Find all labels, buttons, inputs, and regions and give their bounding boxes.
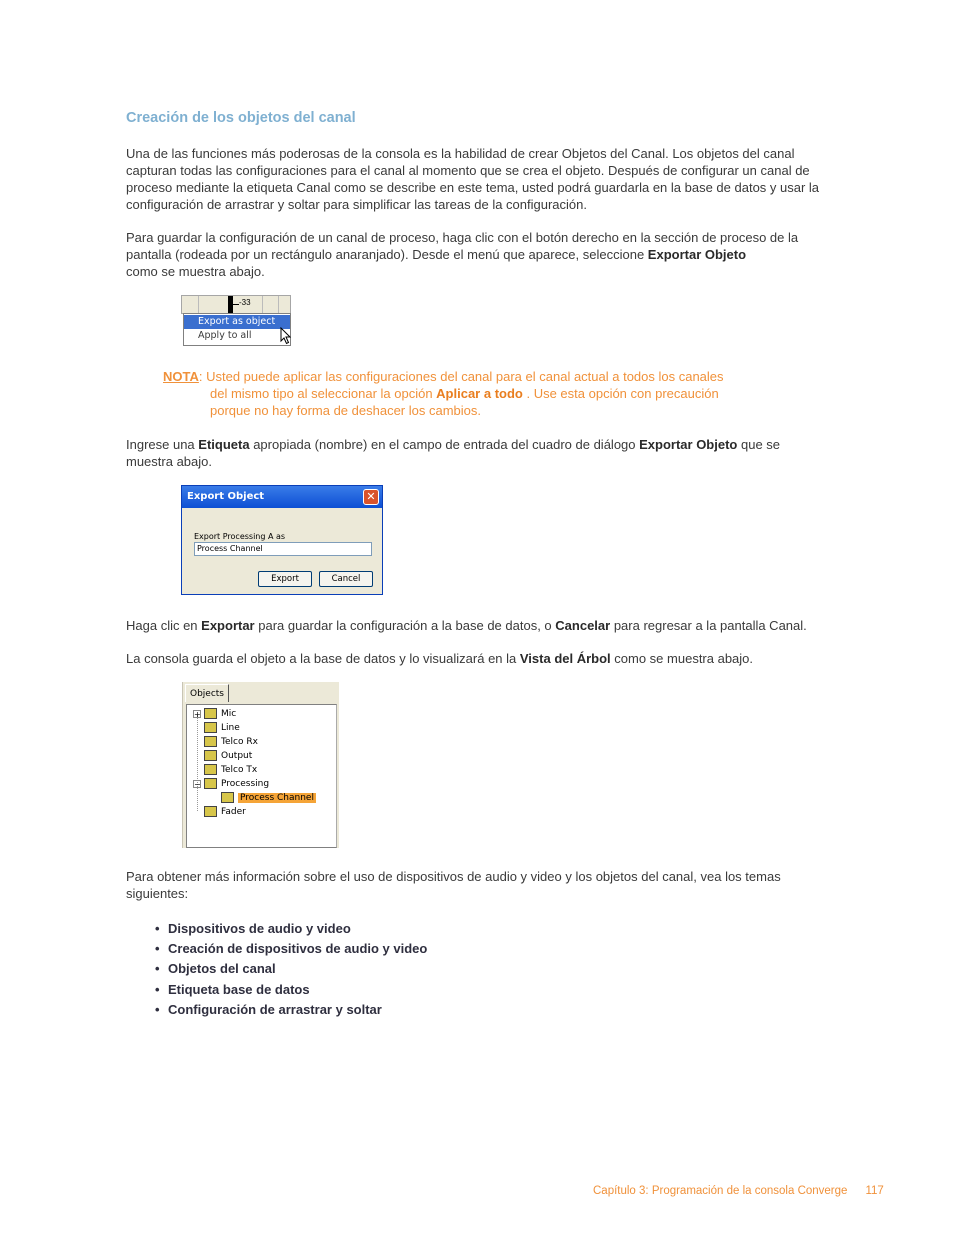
tree-label: Mic bbox=[221, 709, 237, 719]
tree-label: Fader bbox=[221, 807, 246, 817]
channel-strip-bar bbox=[181, 295, 291, 314]
p4-c: para guardar la configuración a la base de datos, o bbox=[254, 618, 556, 633]
p2-text-end: como se muestra abajo. bbox=[126, 264, 265, 279]
object-icon bbox=[221, 792, 234, 803]
p3-e: que se muestra abajo. bbox=[126, 437, 781, 469]
tree-label: Line bbox=[221, 723, 240, 733]
context-menu bbox=[183, 313, 291, 346]
close-icon[interactable]: ✕ bbox=[363, 489, 379, 505]
save-instructions-paragraph bbox=[126, 229, 826, 280]
tree-item-mic[interactable] bbox=[193, 708, 236, 721]
related-topics-list bbox=[155, 919, 427, 1020]
object-name-input[interactable]: Process Channel bbox=[194, 542, 372, 556]
p5-a: La consola guarda el objeto a la base de datos y lo visualizará en la bbox=[126, 651, 520, 666]
list-item[interactable]: • Creación de dispositivos de audio y video bbox=[155, 941, 428, 957]
fader-icon bbox=[204, 806, 217, 817]
telco-rx-icon bbox=[204, 736, 217, 747]
tree-item-output[interactable] bbox=[204, 750, 252, 763]
page-footer bbox=[593, 1185, 884, 1197]
processing-icon bbox=[204, 778, 217, 789]
chapter-title: Capítulo 3: Programación de la consola Converge bbox=[593, 1185, 848, 1197]
p3-bold-label: Etiqueta bbox=[198, 437, 250, 452]
p4-a: Haga clic en bbox=[126, 618, 202, 633]
list-item-label: Etiqueta base de datos bbox=[168, 981, 310, 997]
label-paragraph bbox=[126, 436, 826, 470]
mouse-cursor-icon bbox=[280, 327, 291, 345]
list-item-label: Creación de dispositivos de audio y video bbox=[168, 941, 428, 957]
collapse-icon[interactable]: − bbox=[194, 779, 201, 789]
context-menu-screenshot bbox=[181, 295, 291, 347]
tab-objects[interactable]: Objects bbox=[185, 684, 229, 702]
tree-item-processing[interactable] bbox=[193, 778, 269, 791]
objects-tree-screenshot bbox=[182, 682, 339, 848]
p3-bold-export: Exportar Objeto bbox=[639, 437, 738, 452]
list-item[interactable]: • Dispositivos de audio y video bbox=[155, 921, 351, 936]
intro-paragraph: Una de las funciones más poderosas de la consola es la habilidad de crear Objetos del Canal. Los objetos del canal capturan todas las configuraciones para el canal al momento que se crea el objeto. Después de configurar un canal de proceso mediante la etiqueta Canal como se describe en este tema, usted podrá guardarla en la base de datos y usar la configuración de arrastrar y soltar para simplificar las tareas de la configuración. bbox=[126, 146, 820, 212]
list-item-label: Configuración de arrastrar y soltar bbox=[168, 1001, 382, 1017]
note-line-2-end: . Use esta opción con precaución bbox=[522, 386, 719, 401]
tree-item-telco-tx[interactable] bbox=[204, 764, 257, 777]
line-icon bbox=[204, 722, 217, 733]
note-label: NOTA bbox=[163, 369, 199, 384]
note-line-3: porque no hay forma de deshacer los cambios. bbox=[210, 403, 481, 418]
tree-item-telco-rx[interactable] bbox=[204, 736, 258, 749]
note-block bbox=[163, 368, 763, 419]
tree-item-process-channel[interactable] bbox=[221, 792, 316, 805]
cancel-button[interactable]: Cancel bbox=[319, 571, 373, 587]
list-item-label: Objetos del canal bbox=[168, 961, 276, 977]
menu-item-export-as-object[interactable]: Export as object bbox=[184, 315, 290, 329]
mic-icon bbox=[204, 708, 217, 719]
expand-icon[interactable]: + bbox=[194, 709, 201, 719]
note-line-1: : Usted puede aplicar las configuraciones del canal para el canal actual a todos los canales bbox=[198, 369, 724, 384]
note-bold-apply-all: Aplicar a todo bbox=[436, 386, 523, 401]
tree-label: Output bbox=[221, 751, 253, 761]
export-button[interactable]: Export bbox=[258, 571, 312, 587]
list-item[interactable]: • Configuración de arrastrar y soltar bbox=[155, 1001, 382, 1017]
level-readout: -33 bbox=[239, 298, 251, 307]
tree-label-selected: Process Channel bbox=[240, 793, 314, 803]
menu-item-apply-to-all[interactable]: Apply to all bbox=[198, 330, 252, 341]
p4-bold-cancel: Cancelar bbox=[555, 618, 611, 633]
tree-panel bbox=[186, 704, 337, 848]
p4-bold-export: Exportar bbox=[201, 618, 255, 633]
note-line-2-text: del mismo tipo al seleccionar la opción bbox=[210, 386, 437, 401]
p2-bold-export: Exportar Objeto bbox=[647, 247, 747, 262]
list-item[interactable]: • Etiqueta base de datos bbox=[155, 981, 310, 997]
output-icon bbox=[204, 750, 217, 761]
dialog-title: Export Object bbox=[182, 486, 382, 508]
telco-tx-icon bbox=[204, 764, 217, 775]
tree-view-paragraph bbox=[126, 650, 826, 667]
p2-text: Para guardar la configuración de un canal de proceso, haga clic con el botón derecho en la sección de proceso de la pantalla (rodeada por un rectángulo anaranjado). Desde el menú que aparece, seleccione bbox=[126, 230, 799, 262]
p3-a: Ingrese una bbox=[126, 437, 199, 452]
section-heading: Creación de los objetos del canal bbox=[126, 110, 356, 126]
list-item[interactable]: • Objetos del canal bbox=[155, 961, 276, 977]
dialog-field-label: Export Processing A as bbox=[194, 532, 286, 541]
note-line-2 bbox=[163, 385, 763, 402]
tree-item-fader[interactable] bbox=[204, 806, 246, 819]
export-paragraph bbox=[126, 617, 826, 634]
page-number: 117 bbox=[865, 1185, 884, 1197]
tree-label: Processing bbox=[221, 779, 270, 789]
p5-bold-tree: Vista del Árbol bbox=[519, 651, 611, 666]
tree-item-line[interactable] bbox=[204, 722, 240, 735]
tree-label: Telco Tx bbox=[221, 765, 258, 775]
export-object-dialog-screenshot bbox=[181, 485, 383, 595]
p4-e: para regresar a la pantalla Canal. bbox=[610, 618, 807, 633]
list-item-label: Dispositivos de audio y video bbox=[168, 921, 351, 936]
tree-label: Telco Rx bbox=[221, 737, 258, 747]
p5-c: como se muestra abajo. bbox=[610, 651, 754, 666]
more-info-paragraph: Para obtener más información sobre el uso de dispositivos de audio y video y los objetos del canal, vea los temas siguientes: bbox=[126, 869, 781, 901]
p3-c: apropiada (nombre) en el campo de entrada del cuadro de diálogo bbox=[249, 437, 640, 452]
